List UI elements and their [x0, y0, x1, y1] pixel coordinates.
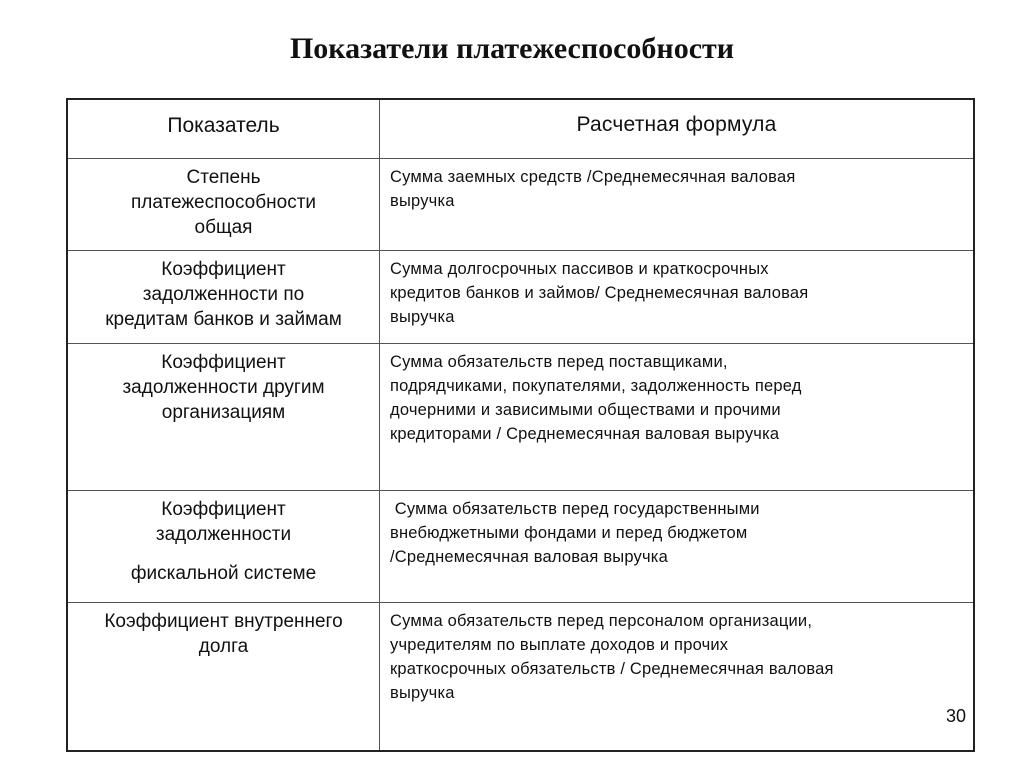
formula-cell: [380, 603, 973, 750]
indicators-table: [66, 98, 975, 752]
table-row: [68, 491, 973, 603]
formula-cell: [380, 491, 973, 602]
formula-line: кредитов банков и займов/ Среднемесячная валовая: [390, 284, 809, 302]
formula-line: Сумма долгосрочных пассивов и краткосрочных: [390, 260, 769, 278]
table-row: [68, 159, 973, 251]
formula-line: выручка: [390, 308, 455, 326]
formula-line: кредиторами / Среднемесячная валовая выручка: [390, 425, 780, 443]
indicator-cell: [68, 251, 379, 343]
indicator-line: организациям: [161, 402, 286, 423]
formula-line: выручка: [390, 684, 455, 702]
formula-cell: [380, 159, 973, 250]
indicator-line: долга: [198, 636, 249, 657]
indicator-cell: [68, 603, 379, 750]
header-indicator: Показатель: [167, 114, 280, 137]
indicator-line: общая: [194, 217, 253, 238]
indicator-line: Степень: [186, 167, 261, 188]
table-header-row: [68, 100, 973, 159]
indicator-line: Коэффициент: [161, 499, 286, 520]
indicator-line: задолженности: [155, 524, 292, 545]
table-row: [68, 251, 973, 344]
indicator-line: Коэффициент: [161, 259, 286, 280]
table-row: [68, 344, 973, 491]
formula-line: Сумма обязательств перед персоналом организации,: [390, 612, 813, 630]
table-row: [68, 603, 973, 750]
indicator-line: Коэффициент: [161, 352, 286, 373]
formula-line: учредителям по выплате доходов и прочих: [390, 636, 729, 654]
formula-line: выручка: [390, 192, 455, 210]
formula-line: краткосрочных обязательств / Среднемесячная валовая: [390, 660, 834, 678]
formula-line: Сумма обязательств перед поставщиками,: [390, 353, 728, 371]
formula-line: внебюджетными фондами и перед бюджетом: [390, 524, 748, 542]
header-formula: Расчетная формула: [576, 113, 777, 136]
indicator-line: задолженности другим: [122, 377, 325, 398]
indicator-cell: [68, 159, 379, 250]
indicator-line: Коэффициент внутреннего: [104, 611, 343, 632]
formula-line: Сумма обязательств перед государственными: [390, 500, 760, 518]
formula-line: Сумма заемных средств /Среднемесячная валовая: [390, 168, 796, 186]
formula-line: дочерними и зависимыми обществами и прочими: [390, 401, 781, 419]
indicator-cell: [68, 491, 379, 602]
formula-cell: [380, 251, 973, 343]
formula-cell: [380, 344, 973, 490]
line-gap: [74, 547, 373, 561]
page-number: 30: [945, 706, 966, 726]
indicator-line: платежеспособности: [130, 192, 317, 213]
indicator-line: кредитам банков и займам: [105, 309, 342, 330]
indicator-line: фискальной системе: [130, 563, 317, 584]
indicator-cell: [68, 344, 379, 490]
formula-line: /Среднемесячная валовая выручка: [390, 548, 668, 566]
slide-title: Показатели платежеспособности: [289, 32, 735, 65]
indicator-line: задолженности по: [142, 284, 305, 305]
formula-line: подрядчиками, покупателями, задолженность перед: [390, 377, 802, 395]
